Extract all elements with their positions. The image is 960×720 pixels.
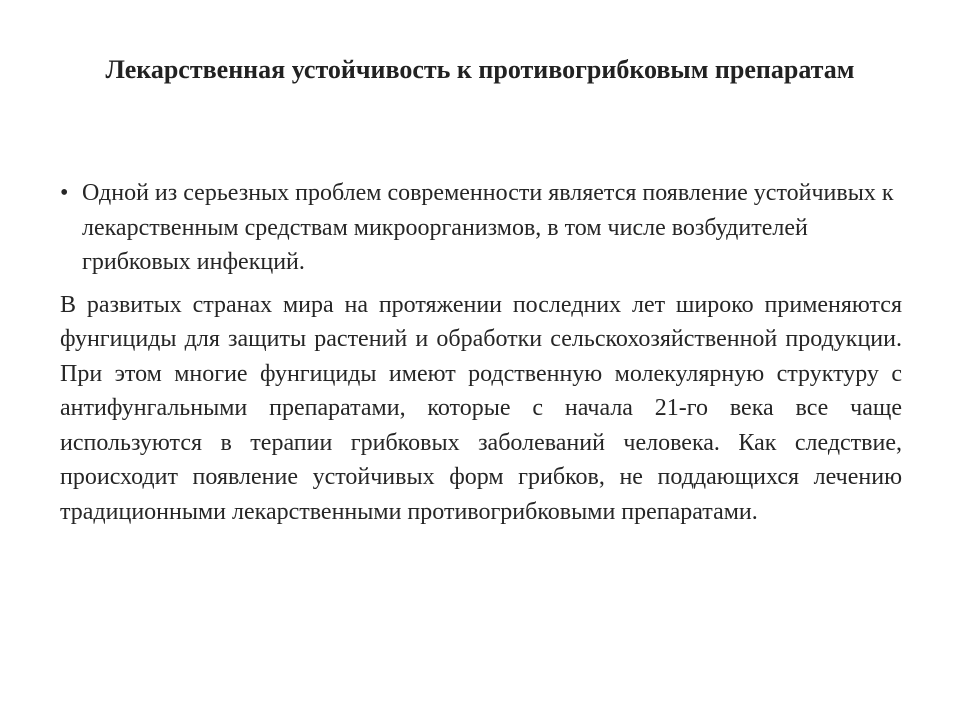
slide-title: Лекарственная устойчивость к противогрибковым препаратам xyxy=(105,55,855,84)
slide-body xyxy=(60,176,902,529)
bullet-marker: • xyxy=(60,180,69,206)
bullet-item xyxy=(60,176,902,280)
bullet-text: Одной из серьезных проблем современности является появление устойчивых к лекарственным средствам микроорганизмов, в том числе возбудителей грибковых инфекций. xyxy=(82,180,894,275)
body-paragraph: В развитых странах мира на протяжении последних лет широко применяются фунгициды для защиты растений и обработки сельскохозяйственной продукции. При этом многие фунгициды имеют родственную молекулярную структуру с антифунгальными препаратами, которые с начала 21-го века все чаще используются в терапии грибковых заболеваний человека. Как следствие, происходит появление устойчивых форм грибков, не поддающихся лечению традиционными лекарственными противогрибковыми препаратами. xyxy=(60,291,902,525)
